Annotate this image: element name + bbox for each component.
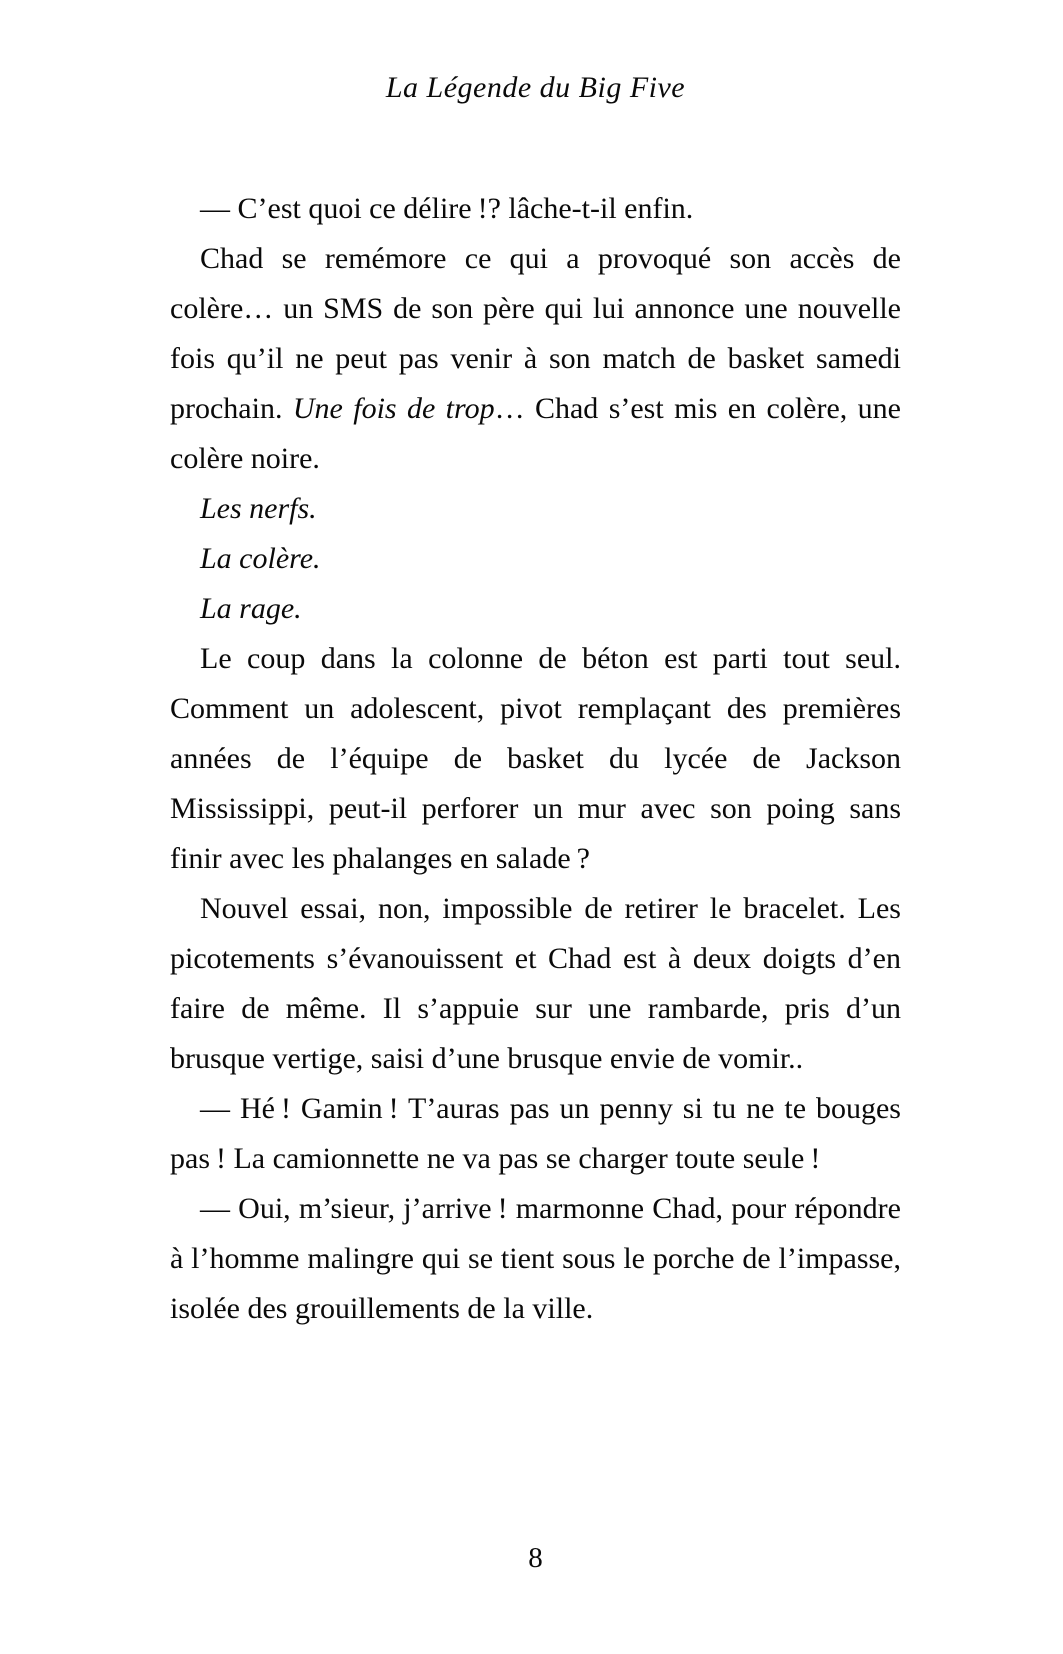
paragraph-dialogue-oui-msieur: [170, 1184, 901, 1334]
paragraph-dialogue-gamin: [170, 1084, 901, 1184]
page-number: 8: [528, 1542, 543, 1574]
running-title: La Légende du Big Five: [385, 71, 686, 104]
text-segment: — Oui, m’sieur, j’arrive ! marmonne Chad, pour répondre à l’homme malingre qui se tient sous le porche de l’impasse, isolée des grouillements de la ville.: [170, 1192, 901, 1325]
text-segment: Nouvel essai, non, impossible de retirer le bracelet. Les picotements s’évanouissent et Chad est à deux doigts d’en faire de même. Il s’appuie sur une rambarde, pris d’un brusque vertige, saisi d’une brusque envie de vomir..: [170, 892, 901, 1075]
paragraph-la-colere: [170, 534, 901, 584]
paragraph-nouvel-essai: [170, 884, 901, 1084]
body-text: [170, 184, 901, 1334]
paragraph-la-rage: [170, 584, 901, 634]
text-segment: Les nerfs.: [200, 492, 317, 525]
text-segment: — C’est quoi ce délire !? lâche-t-il enfin.: [200, 192, 694, 225]
text-segment: Le coup dans la colonne de béton est parti tout seul. Comment un adolescent, pivot remplaçant des premières années de l’équipe de basket du lycée de Jackson Mississippi, peut-il perforer un mur avec son poing sans finir avec les phalanges en salade ?: [170, 642, 901, 875]
text-segment: … Chad s’est mis en colère, une colère noire.: [170, 392, 901, 475]
text-segment: La colère.: [200, 542, 321, 575]
text-segment: La rage.: [200, 592, 302, 625]
text-segment-italic: Une fois de trop: [292, 392, 495, 425]
paragraph-chad-remembers: [170, 234, 901, 484]
text-segment: Chad se remémore ce qui a provoqué son accès de colère… un SMS de son père qui lui annonce une nouvelle fois qu’il ne peut pas venir à son match de basket samedi prochain.: [170, 242, 901, 425]
text-segment: — Hé ! Gamin ! T’auras pas un penny si tu ne te bouges pas ! La camionnette ne va pas se charger toute seule !: [170, 1092, 901, 1175]
paragraph-dialogue-delire: [170, 184, 901, 234]
paragraph-coup-colonne: [170, 634, 901, 884]
paragraph-les-nerfs: [170, 484, 901, 534]
